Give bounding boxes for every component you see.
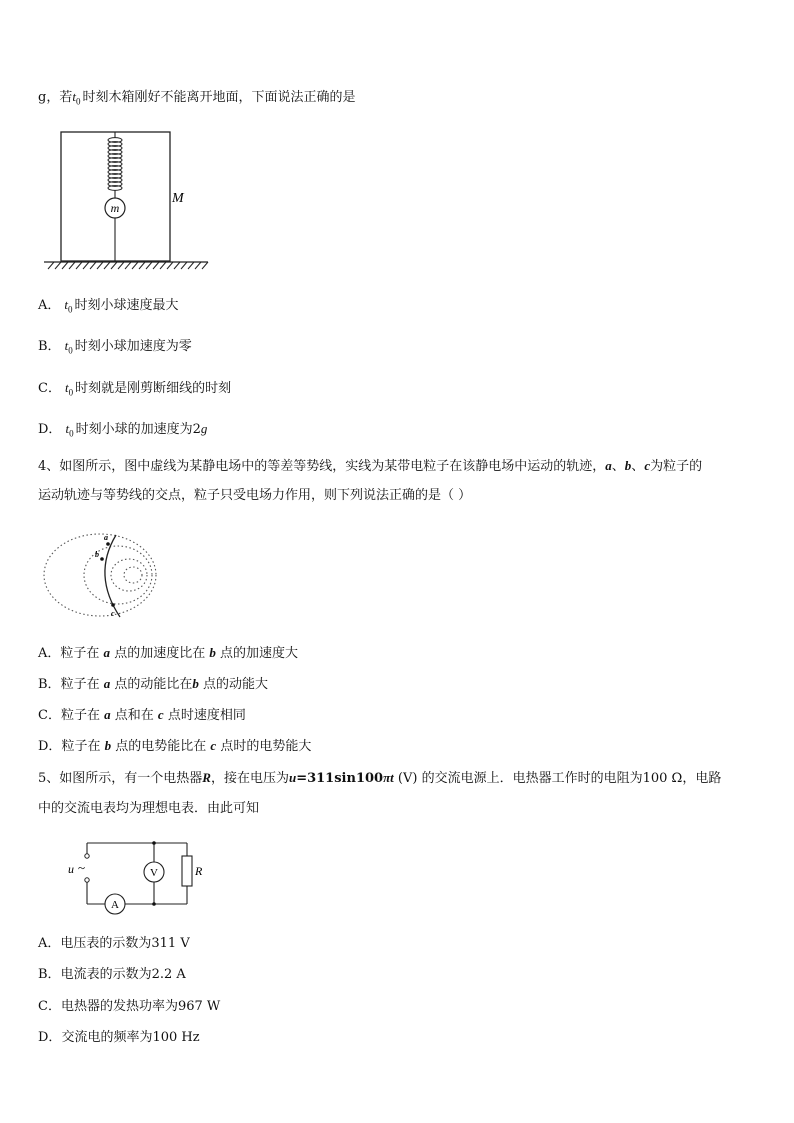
q5-option-c: C．电热器的发热功率为967 W <box>38 999 221 1014</box>
q3-option-c: C． $t_0$ 时刻就是刚剪断细线的时刻 <box>38 380 232 398</box>
resistor-label: R <box>195 864 203 878</box>
ac-symbol: ~ <box>78 860 86 875</box>
q3-intro-pre: g，若 <box>38 90 73 105</box>
point-c-label: c <box>111 609 115 618</box>
q3-intro-post: 时刻木箱刚好不能离开地面，下面说法正确的是 <box>82 90 356 105</box>
q3-option-d: D． $t_0$ 时刻小球的加速度为2g <box>38 421 208 439</box>
q3-intro <box>38 88 355 111</box>
q5-circuit-figure <box>64 840 224 920</box>
q3-option-b: B． $t_0$ 时刻小球加速度为零 <box>38 338 192 356</box>
q4-stem-line1: 4、如图所示，图中虚线为某静电场中的等差等势线，实线为某带电粒子在该静电场中运动的轨迹，a、b、c为粒子的 <box>38 458 703 474</box>
q3-option-a: A． $t_0$ 时刻小球速度最大 <box>38 297 179 315</box>
q5-option-d: D．交流电的频率为100 Hz <box>38 1030 200 1045</box>
q4-option-d: D．粒子在 b 点的电势能比在 c 点时的电势能大 <box>38 738 312 754</box>
q5-stem-line2: 中的交流电表均为理想电表．由此可知 <box>38 801 260 816</box>
q3-spring-box-figure <box>40 128 215 273</box>
q3-intro-t0: $t_0$ <box>72 89 81 107</box>
q4-stem-line2: 运动轨迹与等势线的交点，粒子只受电场力作用，则下列说法正确的是（ ） <box>38 488 472 503</box>
q4-equipotential-figure <box>40 525 160 625</box>
q4-option-c: C．粒子在 a 点和在 c 点时速度相同 <box>38 707 246 723</box>
point-b-label: b <box>95 550 99 559</box>
box-label: M <box>172 191 184 206</box>
q4-option-b: B．粒子在 a 点的动能比在b 点的动能大 <box>38 676 269 692</box>
ammeter-label: A <box>111 899 119 911</box>
q5-option-b: B．电流表的示数为2.2 A <box>38 967 186 982</box>
q5-option-a: A．电压表的示数为311 V <box>38 936 190 951</box>
ball-label: m <box>110 201 120 215</box>
source-u-label: u <box>68 862 74 876</box>
voltmeter-label: V <box>150 867 158 879</box>
q5-stem-line1: 5、如图所示，有一个电热器R，接在电压为u=311sin100πt (V) 的交流电源上．电热器工作时的电阻为100 Ω，电路 <box>38 770 722 786</box>
point-a-label: a <box>104 533 108 542</box>
q4-option-a: A．粒子在 a 点的加速度比在 b 点的加速度大 <box>38 645 298 661</box>
